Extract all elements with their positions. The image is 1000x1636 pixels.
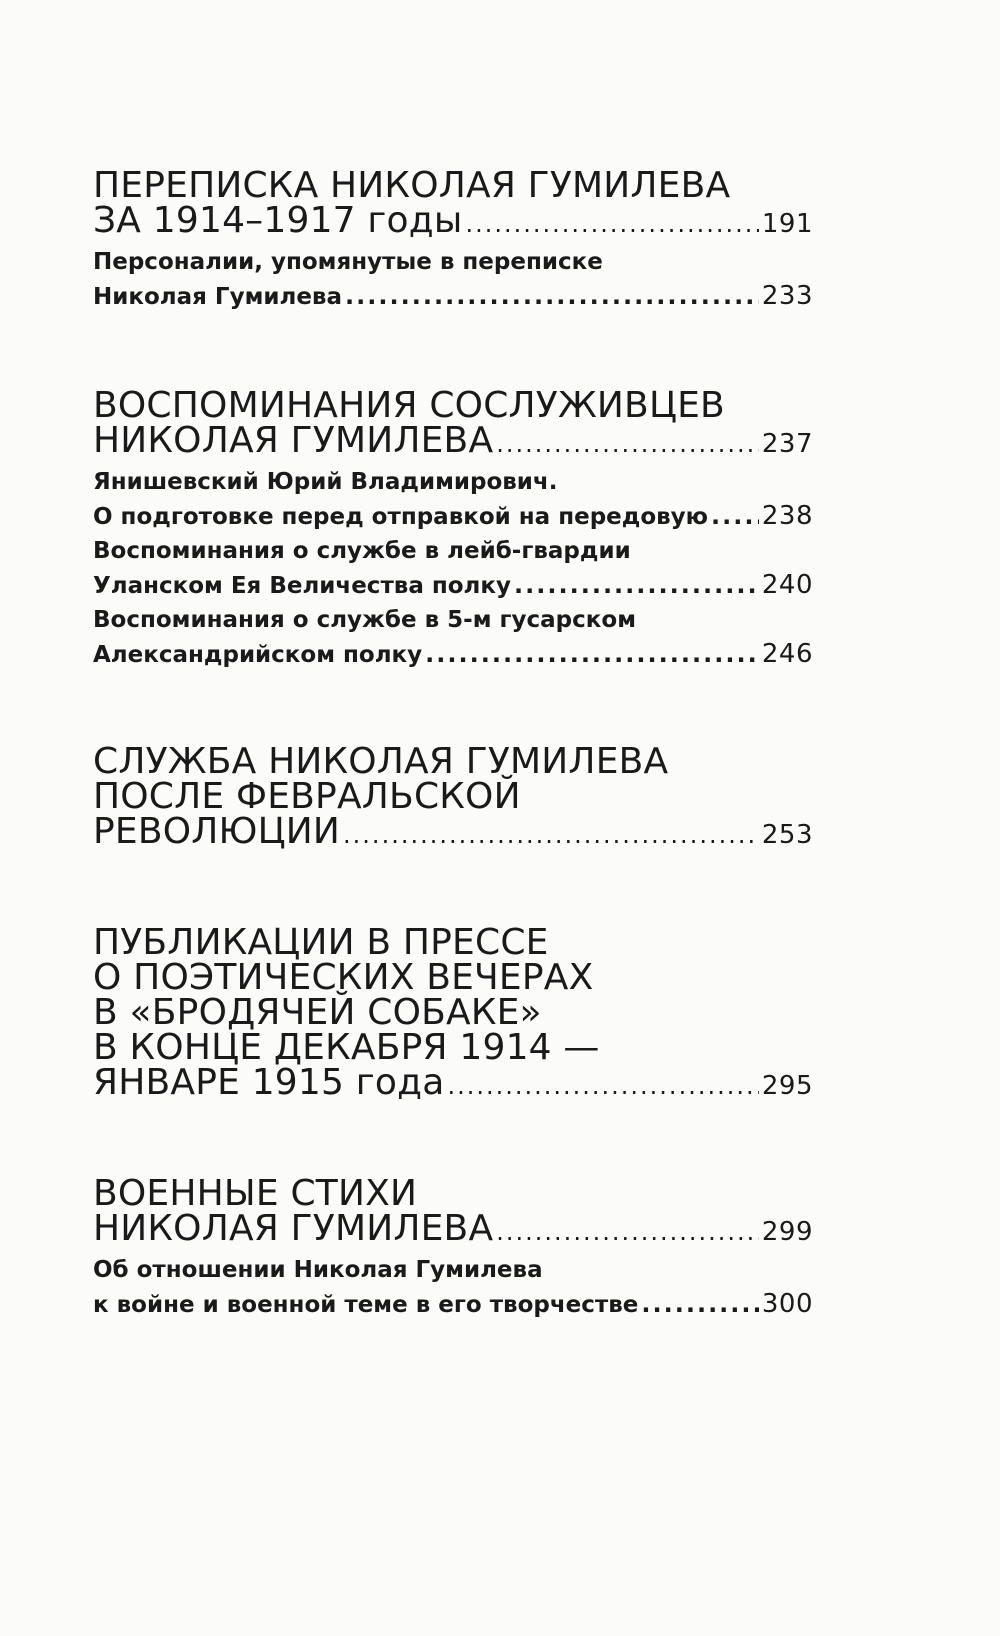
page-number: 246	[761, 639, 813, 669]
section-title-line: ПУБЛИКАЦИИ В ПРЕССЕ	[93, 922, 549, 963]
entry-line: Воспоминания о службе в 5-м гусарском	[93, 607, 636, 633]
section-title-line: НИКОЛАЯ ГУМИЛЕВА	[93, 1208, 494, 1249]
entry-line: Уланском Ея Величества полку	[93, 573, 511, 599]
toc-section	[93, 741, 813, 853]
entry-line: О подготовке перед отправкой на передовую	[93, 504, 709, 530]
section-title-line: НИКОЛАЯ ГУМИЛЕВА	[93, 420, 494, 461]
section-title-last-line	[93, 1208, 813, 1250]
section-title-last-line	[93, 811, 813, 853]
dot-leader	[711, 499, 759, 533]
section-title-line: ВОСПОМИНАНИЯ СОСЛУЖИВЦЕВ	[93, 385, 725, 426]
page-number: 240	[761, 570, 813, 600]
page-number: 237	[761, 429, 813, 459]
section-title-line: РЕВОЛЮЦИИ	[93, 811, 341, 852]
page-number: 238	[761, 501, 813, 531]
page-number: 300	[761, 1289, 813, 1319]
dot-leader	[465, 207, 758, 242]
section-title-last-line	[93, 420, 813, 462]
entry-line: Персоналии, упомянутые в переписке	[93, 249, 603, 275]
entry-line: Воспоминания о службе в лейб-гвардии	[93, 538, 631, 564]
toc-section	[93, 1173, 813, 1322]
dot-leader	[514, 568, 759, 602]
section-title-line: О ПОЭТИЧЕСКИХ ВЕЧЕРАХ	[93, 957, 594, 998]
entry-last-line	[93, 568, 813, 603]
page-number: 253	[761, 820, 813, 850]
entry-line: к войне и военной теме в его творчестве	[93, 1292, 639, 1318]
section-title-last-line	[93, 200, 813, 242]
entry-line: Николая Гумилева	[93, 284, 343, 310]
table-of-contents	[93, 165, 813, 1322]
dot-leader	[496, 1215, 759, 1250]
section-title-line: ПЕРЕПИСКА НИКОЛАЯ ГУМИЛЕВА	[93, 165, 731, 206]
dot-leader	[425, 637, 759, 671]
page-number: 299	[761, 1217, 813, 1247]
section-title-line: ЗА 1914–1917 годы	[93, 200, 463, 241]
entry-last-line	[93, 637, 813, 672]
dot-leader	[345, 279, 759, 313]
entry-last-line	[93, 279, 813, 314]
toc-section	[93, 385, 813, 672]
dot-leader	[343, 818, 759, 853]
dot-leader	[496, 427, 759, 462]
entry-line: Янишевский Юрий Владимирович.	[93, 469, 558, 495]
section-title-line: ПОСЛЕ ФЕВРАЛЬСКОЙ	[93, 776, 521, 817]
entry-last-line	[93, 1287, 813, 1322]
entry-line: Об отношении Николая Гумилева	[93, 1257, 543, 1283]
page-number: 191	[761, 209, 813, 239]
section-title-line: ВОЕННЫЕ СТИХИ	[93, 1173, 418, 1214]
entry-last-line	[93, 499, 813, 534]
section-title-last-line	[93, 1062, 813, 1104]
toc-section	[93, 165, 813, 314]
entry-line: Александрийском полку	[93, 642, 423, 668]
page-number: 233	[761, 281, 813, 311]
page-number: 295	[761, 1071, 813, 1101]
section-title-line: В КОНЦЕ ДЕКАБРЯ 1914 —	[93, 1027, 600, 1068]
toc-section	[93, 922, 813, 1104]
dot-leader	[641, 1287, 759, 1321]
section-title-line: ЯНВАРЕ 1915 года	[93, 1062, 445, 1103]
section-title-line: В «БРОДЯЧЕЙ СОБАКЕ»	[93, 992, 542, 1033]
section-title-line: СЛУЖБА НИКОЛАЯ ГУМИЛЕВА	[93, 741, 669, 782]
dot-leader	[447, 1069, 758, 1104]
